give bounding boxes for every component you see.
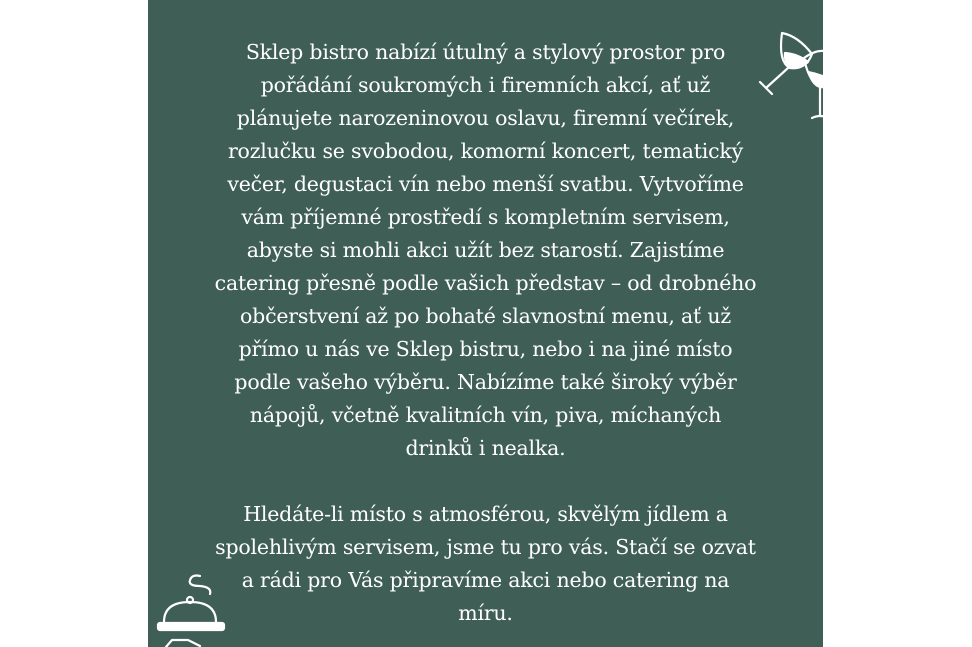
text-line: večer, degustaci vín nebo menší svatbu. Vytvoříme [227, 172, 744, 196]
text-line: spolehlivým servisem, jsme tu pro vás. Stačí se ozvat [215, 535, 756, 559]
text-line: pořádání soukromých i firemních akcí, ať už [260, 73, 711, 97]
text-line: a rádi pro Vás připravíme akci nebo catering na [241, 568, 730, 592]
paragraph-gap [148, 465, 823, 498]
text-line: catering přesně podle vašich představ – od drobného [214, 271, 757, 295]
text-line: drinků i nealka. [405, 436, 566, 460]
wine-glasses-icon [758, 28, 823, 128]
text-line: přímo u nás ve Sklep bistru, nebo i na jiné místo [238, 337, 733, 361]
text-line: míru. [458, 601, 513, 625]
paragraph-2 [148, 498, 823, 630]
text-line: plánujete narozeninovou oslavu, firemní večírek, [236, 106, 735, 130]
text-line: občerstvení až po bohaté slavnostní menu, ať už [240, 304, 731, 328]
content-panel [148, 0, 823, 647]
paragraph-1 [148, 36, 823, 465]
text-line: abyste si mohli akci užít bez starostí. Zajistíme [246, 238, 725, 262]
body-text [148, 36, 823, 630]
text-line: rozlučku se svobodou, komorní koncert, tematický [227, 139, 744, 163]
text-line: nápojů, včetně kvalitních vín, piva, míchaných [249, 403, 722, 427]
serving-cloche-icon [154, 572, 234, 647]
text-line: podle vašeho výběru. Nabízíme také široký výběr [234, 370, 737, 394]
text-line: Sklep bistro nabízí útulný a stylový prostor pro [245, 40, 726, 64]
text-line: vám příjemné prostředí s kompletním servisem, [241, 205, 730, 229]
text-line: Hledáte-li místo s atmosférou, skvělým jídlem a [243, 502, 728, 526]
